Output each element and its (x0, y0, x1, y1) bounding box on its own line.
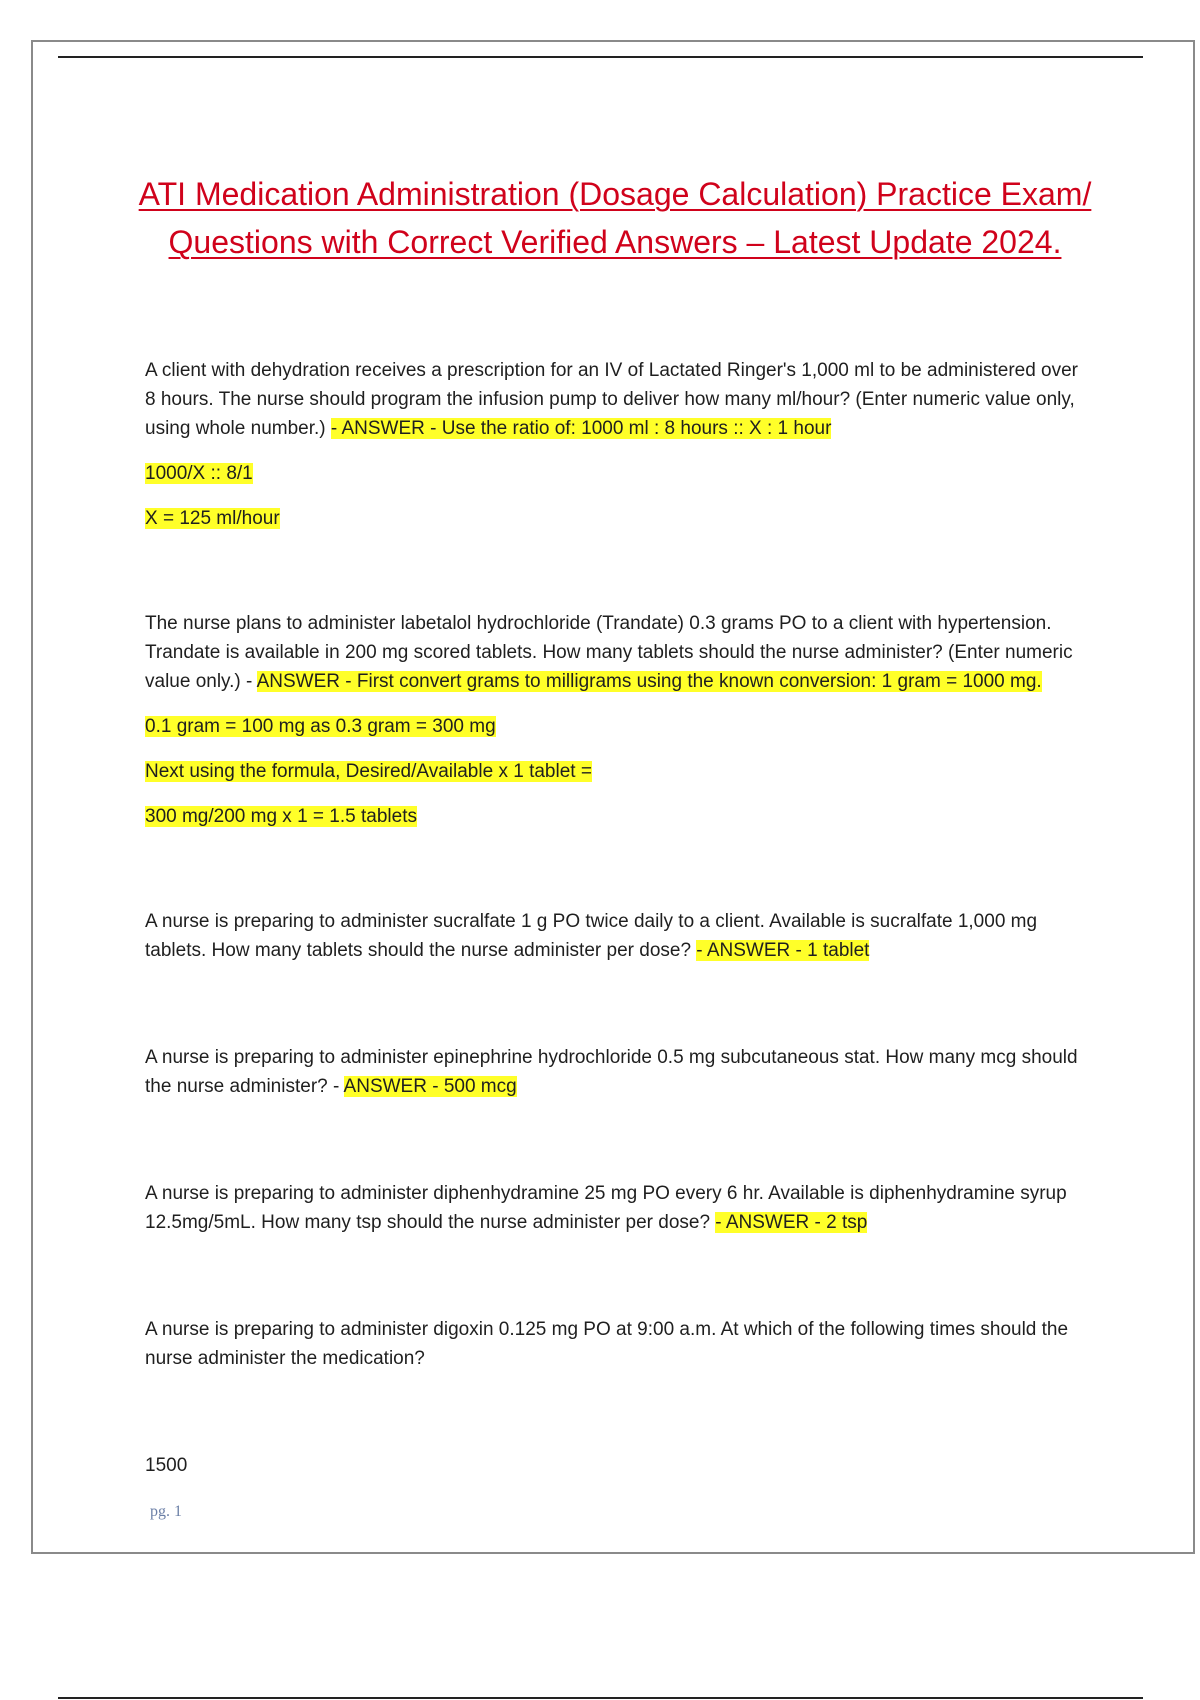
question-2-text: The nurse plans to administer labetalol hydrochloride (Trandate) 0.3 grams PO to a client with hypertension. Trandate is available in 200 mg scored tablets. How many tablets should the nurse administer? (Enter numeric value only.) - (145, 613, 1073, 692)
document-body (145, 356, 1085, 1496)
question-1 (145, 356, 1085, 443)
header-rule (58, 56, 1143, 58)
document-title: ATI Medication Administration (Dosage Calculation) Practice Exam/ Questions with Correct Verified Answers – Latest Update 2024. (138, 176, 1092, 260)
question-6-text: A nurse is preparing to administer digoxin 0.125 mg PO at 9:00 a.m. At which of the following times should the nurse administer the medication? (145, 1319, 1069, 1369)
question-2-step-1: 0.1 gram = 100 mg as 0.3 gram = 300 mg (145, 716, 496, 737)
question-4-answer: ANSWER - 500 mcg (343, 1076, 517, 1097)
question-4 (145, 1043, 1085, 1101)
question-2-step-2: Next using the formula, Desired/Available x 1 tablet = (145, 761, 592, 782)
question-3-text: A nurse is preparing to administer sucralfate 1 g PO twice daily to a client. Available is sucralfate 1,000 mg tablets. How many tablets should the nurse administer per dose? (145, 911, 1038, 961)
spacer (145, 1253, 1085, 1315)
question-6 (145, 1315, 1085, 1373)
question-2 (145, 609, 1085, 696)
question-6-option: 1500 (145, 1455, 188, 1476)
spacer (145, 1389, 1085, 1451)
question-1-answer: - ANSWER - Use the ratio of: 1000 ml : 8 hours :: X : 1 hour (330, 418, 832, 439)
question-1-step-2: X = 125 ml/hour (145, 508, 280, 529)
question-1-step-1: 1000/X :: 8/1 (145, 463, 253, 484)
spacer (145, 847, 1085, 907)
question-5 (145, 1179, 1085, 1237)
footer-rule (58, 1697, 1143, 1699)
spacer (145, 1117, 1085, 1179)
page-number: pg. 1 (150, 1503, 182, 1520)
question-5-answer: - ANSWER - 2 tsp (715, 1212, 868, 1233)
question-2-answer: ANSWER - First convert grams to milligrams using the known conversion: 1 gram = 1000 mg. (256, 671, 1042, 692)
question-3-answer: - ANSWER - 1 tablet (696, 940, 870, 961)
spacer (145, 981, 1085, 1043)
question-2-step-3: 300 mg/200 mg x 1 = 1.5 tablets (145, 806, 417, 827)
question-4-text: A nurse is preparing to administer epinephrine hydrochloride 0.5 mg subcutaneous stat. How many mcg should the nurse administer? - (145, 1047, 1078, 1097)
spacer (145, 549, 1085, 609)
question-5-text: A nurse is preparing to administer diphenhydramine 25 mg PO every 6 hr. Available is diphenhydramine syrup 12.5mg/5mL. How many tsp should the nurse administer per dose? (145, 1183, 1067, 1233)
question-1-text: A client with dehydration receives a prescription for an IV of Lactated Ringer's 1,000 ml to be administered over 8 hours. The nurse should program the infusion pump to deliver how many ml/hour? (Enter numeric value only, using whole number.) (145, 360, 1079, 439)
question-3 (145, 907, 1085, 965)
